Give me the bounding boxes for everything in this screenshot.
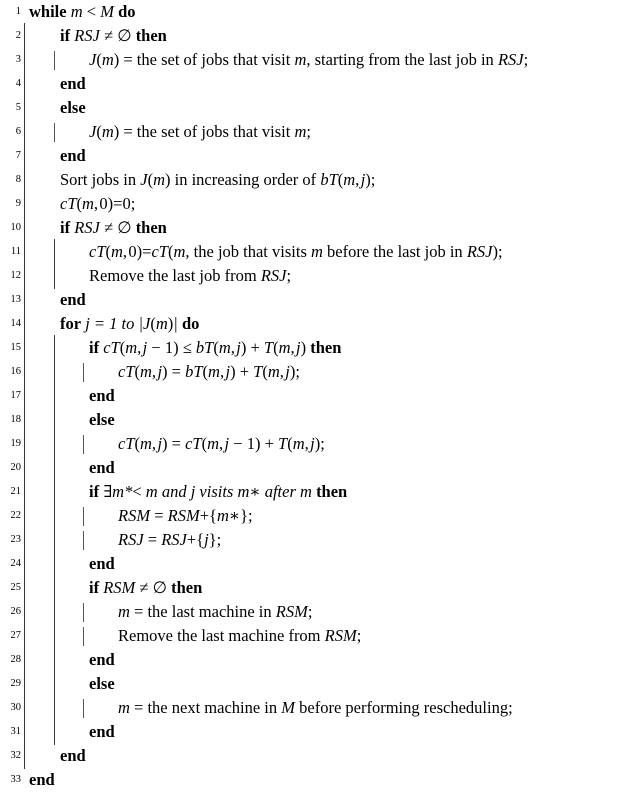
line-number: 9	[15, 198, 21, 209]
line-number: 15	[10, 342, 21, 353]
line-content: end	[60, 146, 86, 165]
line-number: 10	[10, 222, 21, 233]
line-content: end	[89, 386, 115, 405]
line-content: RSJ = RSJ+{j};	[118, 530, 222, 549]
indent-rule	[24, 719, 25, 745]
indent-rule	[24, 335, 25, 361]
indent-rule	[54, 647, 55, 673]
algorithm-line	[0, 744, 635, 768]
indent-rule	[54, 359, 55, 385]
algorithm-line	[0, 648, 635, 672]
indent-rule	[24, 575, 25, 601]
algorithm-line	[0, 504, 635, 528]
line-number: 17	[10, 390, 21, 401]
indent-rule	[24, 215, 25, 241]
stmt-rule	[83, 603, 84, 622]
line-content: cT(m, j) = cT(m, j − 1) + T(m, j);	[118, 434, 325, 453]
line-content: end	[29, 770, 55, 789]
indent-rule	[24, 239, 25, 265]
line-content: else	[89, 674, 115, 693]
line-number: 11	[10, 246, 21, 257]
indent-rule	[24, 383, 25, 409]
line-number: 14	[10, 318, 21, 329]
line-content: end	[89, 650, 115, 669]
line-number: 32	[10, 750, 21, 761]
indent-rule	[24, 167, 25, 193]
indent-rule	[24, 695, 25, 721]
indent-rule	[24, 599, 25, 625]
indent-rule	[24, 455, 25, 481]
indent-rule	[24, 191, 25, 217]
line-number: 20	[10, 462, 21, 473]
line-content: while m < M do	[29, 2, 136, 21]
indent-rule	[54, 335, 55, 361]
algorithm-line	[0, 552, 635, 576]
algorithm-line	[0, 264, 635, 288]
line-number: 18	[10, 414, 21, 425]
line-content: if RSJ ≠ ∅ then	[60, 26, 167, 45]
stmt-rule	[83, 531, 84, 550]
line-number: 3	[15, 54, 21, 65]
line-content: if ∃m*< m and j visits m∗ after m then	[89, 482, 348, 501]
line-content: end	[60, 290, 86, 309]
line-number: 5	[15, 102, 21, 113]
line-number: 13	[10, 294, 21, 305]
algorithm-line	[0, 768, 635, 792]
indent-rule	[24, 47, 25, 73]
line-number: 22	[10, 510, 21, 521]
algorithm-line	[0, 720, 635, 744]
algorithm-line	[0, 168, 635, 192]
line-number: 6	[15, 126, 21, 137]
stmt-rule	[54, 123, 55, 142]
indent-rule	[54, 455, 55, 481]
line-number: 8	[15, 174, 21, 185]
algorithm-line	[0, 144, 635, 168]
algorithm-line	[0, 48, 635, 72]
line-number: 24	[10, 558, 21, 569]
stmt-rule	[83, 699, 84, 718]
indent-rule	[54, 671, 55, 697]
line-content: J(m) = the set of jobs that visit m, starting from the last job in RSJ;	[89, 50, 529, 69]
indent-rule	[54, 599, 55, 625]
indent-rule	[24, 143, 25, 169]
stmt-rule	[83, 627, 84, 646]
line-content: Sort jobs in J(m) in increasing order of bT(m, j);	[60, 170, 376, 189]
line-content: J(m) = the set of jobs that visit m;	[89, 122, 311, 141]
indent-rule	[24, 503, 25, 529]
line-content: end	[89, 554, 115, 573]
line-number: 29	[10, 678, 21, 689]
algorithm-line	[0, 288, 635, 312]
line-number: 25	[10, 582, 21, 593]
algorithm-line	[0, 480, 635, 504]
line-content: end	[89, 458, 115, 477]
indent-rule	[24, 431, 25, 457]
indent-rule	[54, 527, 55, 553]
line-content: end	[89, 722, 115, 741]
line-number: 21	[10, 486, 21, 497]
line-number: 26	[10, 606, 21, 617]
indent-rule	[24, 551, 25, 577]
indent-rule	[24, 743, 25, 769]
line-content: else	[60, 98, 86, 117]
algorithm-line	[0, 600, 635, 624]
indent-rule	[24, 119, 25, 145]
indent-rule	[24, 95, 25, 121]
line-number: 27	[10, 630, 21, 641]
indent-rule	[54, 503, 55, 529]
line-number: 33	[10, 774, 21, 785]
algorithm-line	[0, 96, 635, 120]
algorithm-line	[0, 408, 635, 432]
indent-rule	[24, 647, 25, 673]
stmt-rule	[54, 51, 55, 70]
algorithm-line	[0, 456, 635, 480]
algorithm-line	[0, 432, 635, 456]
algorithm-line	[0, 0, 635, 24]
stmt-rule	[83, 363, 84, 382]
algorithm-line	[0, 576, 635, 600]
indent-rule	[24, 407, 25, 433]
algorithm-line	[0, 216, 635, 240]
line-number: 30	[10, 702, 21, 713]
algorithm-line	[0, 696, 635, 720]
algorithm-line	[0, 336, 635, 360]
indent-rule	[24, 623, 25, 649]
line-content: RSM = RSM+{m∗};	[118, 506, 253, 525]
indent-rule	[54, 239, 55, 265]
indent-rule	[54, 719, 55, 745]
algorithm-line	[0, 192, 635, 216]
line-number: 16	[10, 366, 21, 377]
indent-rule	[54, 575, 55, 601]
line-content: cT(m, 0)=0;	[60, 194, 136, 213]
indent-rule	[54, 431, 55, 457]
line-content: end	[60, 746, 86, 765]
line-content: if RSM ≠ ∅ then	[89, 578, 203, 597]
algorithm-line	[0, 24, 635, 48]
stmt-rule	[83, 507, 84, 526]
line-content: end	[60, 74, 86, 93]
indent-rule	[24, 23, 25, 49]
indent-rule	[24, 359, 25, 385]
line-content: if RSJ ≠ ∅ then	[60, 218, 167, 237]
line-number: 12	[10, 270, 21, 281]
indent-rule	[54, 695, 55, 721]
line-content: cT(m, 0)=cT(m, the job that visits m before the last job in RSJ);	[89, 242, 503, 261]
algorithm-line	[0, 312, 635, 336]
algorithm-line	[0, 672, 635, 696]
line-number: 4	[15, 78, 21, 89]
algorithm-line	[0, 72, 635, 96]
line-content: m = the last machine in RSM;	[118, 602, 313, 621]
indent-rule	[54, 263, 55, 289]
line-content: for j = 1 to |J(m)| do	[60, 314, 200, 333]
line-number: 31	[10, 726, 21, 737]
algorithm-line	[0, 384, 635, 408]
indent-rule	[24, 287, 25, 313]
line-number: 28	[10, 654, 21, 665]
indent-rule	[24, 527, 25, 553]
indent-rule	[54, 479, 55, 505]
line-number: 1	[15, 6, 21, 17]
indent-rule	[54, 623, 55, 649]
line-content: cT(m, j) = bT(m, j) + T(m, j);	[118, 362, 300, 381]
algorithm-line	[0, 360, 635, 384]
line-content: Remove the last job from RSJ;	[89, 266, 292, 285]
stmt-rule	[83, 435, 84, 454]
line-number: 23	[10, 534, 21, 545]
algorithm-line	[0, 528, 635, 552]
indent-rule	[54, 383, 55, 409]
algorithm-line	[0, 240, 635, 264]
indent-rule	[24, 263, 25, 289]
line-number: 19	[10, 438, 21, 449]
algorithm-line	[0, 624, 635, 648]
line-number: 2	[15, 30, 21, 41]
indent-rule	[54, 407, 55, 433]
line-content: else	[89, 410, 115, 429]
indent-rule	[24, 671, 25, 697]
indent-rule	[24, 311, 25, 337]
indent-rule	[24, 71, 25, 97]
indent-rule	[54, 551, 55, 577]
line-content: Remove the last machine from RSM;	[118, 626, 362, 645]
line-content: if cT(m, j − 1) ≤ bT(m, j) + T(m, j) then	[89, 338, 342, 357]
line-content: m = the next machine in M before performing rescheduling;	[118, 698, 513, 717]
line-number: 7	[15, 150, 21, 161]
indent-rule	[24, 479, 25, 505]
algorithm-line	[0, 120, 635, 144]
